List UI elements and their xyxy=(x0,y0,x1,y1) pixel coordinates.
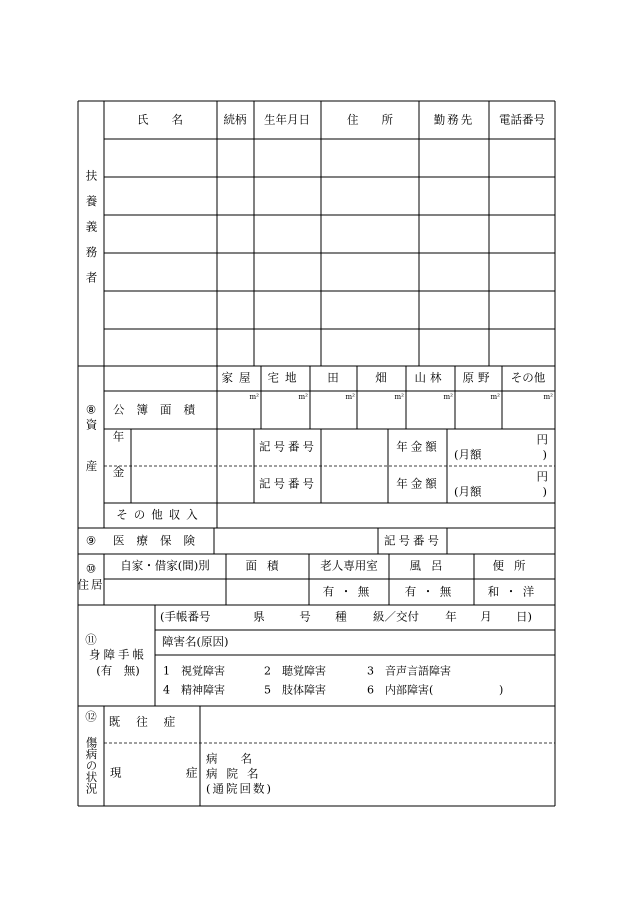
handbook-month: 月 xyxy=(480,609,492,624)
dependents-side-label: 扶養義務者 xyxy=(84,169,99,297)
unit-house: m² xyxy=(249,393,259,401)
disability-handbook-label: 身障手帳 xyxy=(89,647,147,662)
hospital-name-label: 病院名 xyxy=(206,766,268,781)
unit-plain: m² xyxy=(490,393,500,401)
illness-marker: ⑫ xyxy=(85,709,97,724)
past-illness-label: 既往症 xyxy=(108,714,192,729)
unit-paddy: m² xyxy=(345,393,355,401)
disability-option-4: 4 精神障害 xyxy=(163,683,225,697)
disability-option-6-close: ) xyxy=(499,683,504,697)
toilet-western-japanese: 和・洋 xyxy=(487,584,541,599)
handbook-grade-issue: 級／交付 xyxy=(373,609,419,624)
area-label: 面積 xyxy=(245,558,289,573)
handbook-day: 日) xyxy=(516,609,532,624)
monthly-close-1: ) xyxy=(542,447,547,462)
disability-option-1: 1 視覚障害 xyxy=(163,664,225,678)
disease-name-label: 病 名 xyxy=(206,751,252,766)
unit-forest: m² xyxy=(443,393,453,401)
elderly-room-yes-no: 有・無 xyxy=(322,584,376,599)
monthly-label-1: (月額 xyxy=(454,447,482,462)
other-income-label: その他収入 xyxy=(116,507,204,522)
monthly-close-2: ) xyxy=(542,484,547,499)
handbook-number-label: (手帳番号 xyxy=(160,609,211,624)
bath-yes-no: 有・無 xyxy=(404,584,458,599)
disability-option-3: 3 音声言語障害 xyxy=(367,664,451,678)
handbook-issue-no: 号 xyxy=(299,609,311,624)
disability-option-6: 6 内部障害( xyxy=(367,683,434,697)
handbook-prefecture: 県 xyxy=(253,609,265,624)
unit-field: m² xyxy=(394,393,404,401)
assets-marker: ⑧ xyxy=(85,402,97,417)
pension-symbol-number-1: 記号番号 xyxy=(259,439,317,454)
medical-insurance-label: 医療保険 xyxy=(113,533,207,548)
illness-side-label: 傷病の状況 xyxy=(84,736,99,794)
medical-symbol-number: 記号番号 xyxy=(384,533,442,548)
current-illness-label-2: 症 xyxy=(186,765,198,780)
header-workplace: 勤務先 xyxy=(433,112,475,127)
disability-marker: ⑪ xyxy=(85,632,97,647)
handbook-year: 年 xyxy=(445,609,457,624)
land-paddy: 田 xyxy=(327,370,339,385)
pension-symbol-number-2: 記号番号 xyxy=(259,476,317,491)
pension-amount-label-2: 年金額 xyxy=(396,476,440,491)
land-residential: 宅地 xyxy=(267,370,303,385)
disability-presence: (有 無) xyxy=(96,663,140,678)
unit-residential: m² xyxy=(298,393,308,401)
land-plain: 原野 xyxy=(462,370,494,385)
elderly-room-label: 老人専用室 xyxy=(320,558,378,573)
housing-side-label: 住居 xyxy=(77,577,105,592)
bath-label: 風呂 xyxy=(409,558,453,573)
toilet-label: 便所 xyxy=(492,558,536,573)
handbook-type: 種 xyxy=(335,609,347,624)
medical-marker: ⑨ xyxy=(85,533,97,548)
disability-name-cause: 障害名(原因) xyxy=(162,634,229,649)
official-area-label: 公簿面積 xyxy=(113,402,207,417)
monthly-label-2: (月額 xyxy=(454,484,482,499)
assets-side-label: 資産 xyxy=(84,418,99,502)
pension-side-label: 年金 xyxy=(111,430,126,502)
pension-amount-label-1: 年金額 xyxy=(396,439,440,454)
unit-other: m² xyxy=(543,393,553,401)
yen-unit-1: 円 xyxy=(536,432,548,447)
yen-unit-2: 円 xyxy=(536,469,548,484)
header-birth-date: 生年月日 xyxy=(264,112,310,127)
header-phone: 電話番号 xyxy=(499,112,545,127)
land-other: その他 xyxy=(510,370,546,385)
disability-option-5: 5 肢体障害 xyxy=(264,683,326,697)
header-address: 住 所 xyxy=(347,112,393,127)
land-house: 家屋 xyxy=(221,370,257,385)
housing-marker: ⑩ xyxy=(85,561,97,576)
header-relation: 続柄 xyxy=(223,112,247,127)
land-field: 畑 xyxy=(375,370,387,385)
land-forest: 山林 xyxy=(414,370,446,385)
disability-option-2: 2 聴覚障害 xyxy=(264,664,326,678)
own-rent-label: 自家・借家(間)別 xyxy=(120,558,210,573)
header-name: 氏 名 xyxy=(137,112,183,127)
visit-count-label: (通院回数) xyxy=(206,781,273,796)
current-illness-label-1: 現 xyxy=(110,765,122,780)
